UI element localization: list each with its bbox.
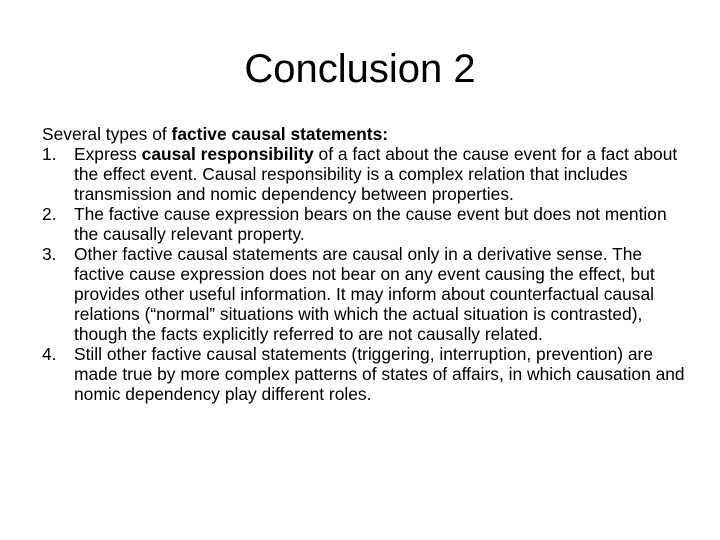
list-item <box>42 344 692 404</box>
intro-bold-text: factive causal statements: <box>171 124 389 144</box>
item-number: 1. <box>42 144 57 164</box>
item-number: 2. <box>42 204 57 224</box>
item-number: 3. <box>42 244 57 264</box>
item-number: 4. <box>42 344 57 364</box>
item-text: Other factive causal statements are causal only in a derivative sense. The factive cause expression does not bear on any event causing the effect, but provides other useful information. It may inform about counterfactual causal relations (“normal” situations with which the actual situation is contrasted), though the facts explicitly referred to are not causally related. <box>74 244 655 344</box>
slide-title: Conclusion 2 <box>244 47 476 91</box>
item-text: Still other factive causal statements (triggering, interruption, prevention) are made true by more complex patterns of states of affairs, in which causation and nomic dependency play different roles. <box>74 344 685 404</box>
item-text-continued: of a fact about the cause event for a fact about the effect event. Causal responsibility is a complex relation that includes transmission and nomic dependency between properties. <box>74 144 678 204</box>
item-text: Express <box>74 144 142 164</box>
list-item <box>42 204 692 244</box>
intro-text: Several types of <box>42 124 172 144</box>
intro-line <box>42 124 692 144</box>
item-bold-text: causal responsibility <box>141 144 314 164</box>
list-item <box>42 144 692 204</box>
conclusion-list <box>42 144 692 404</box>
list-item <box>42 244 692 344</box>
item-text: The factive cause expression bears on the cause event but does not mention the causally relevant property. <box>74 204 667 244</box>
slide-body <box>42 124 692 404</box>
